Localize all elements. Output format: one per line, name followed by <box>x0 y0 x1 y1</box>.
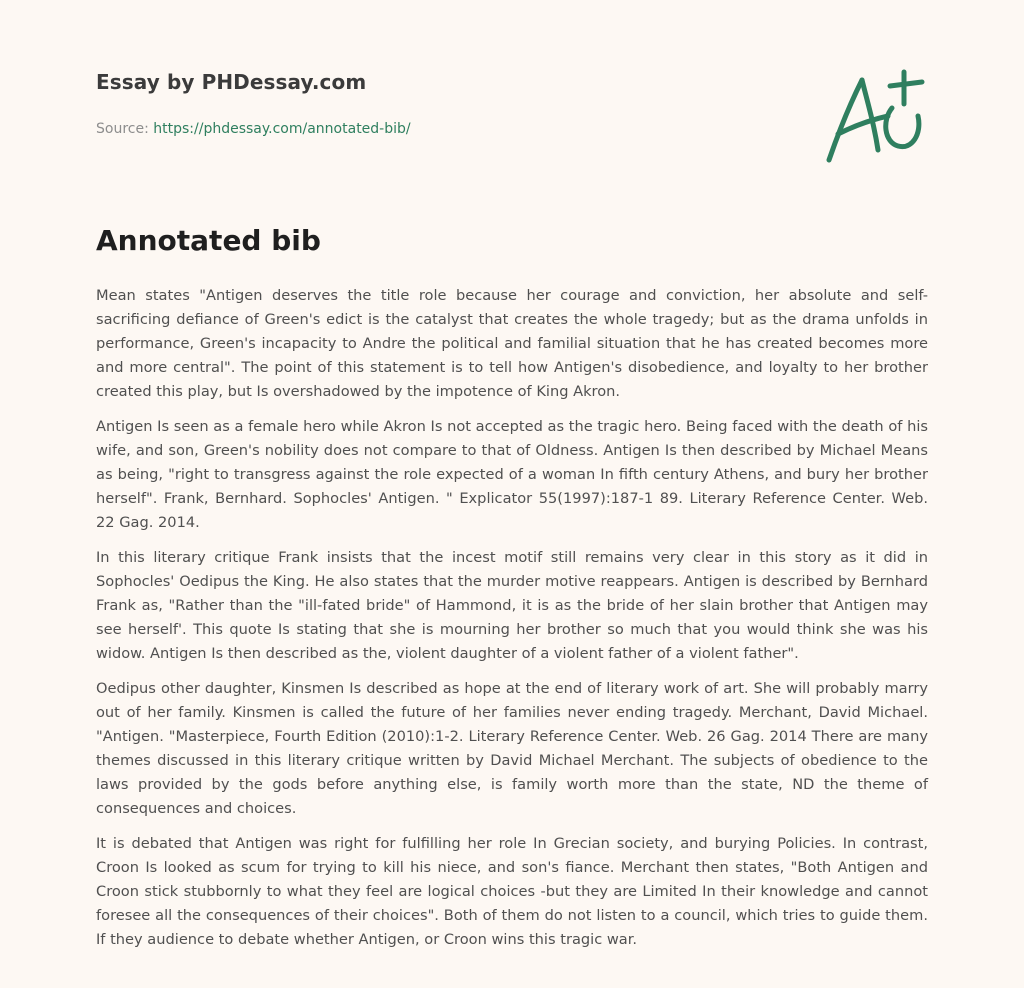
a-plus-icon <box>818 64 930 168</box>
article-paragraph: In this literary critique Frank insists that the incest motif still remains very clear in this story as it did in Sophocles' Oedipus the King. He also states that the murder motive reappears. Antigen is described by Bernhard Frank as, "Rather than the "ill-fated bride" of Hammond, it is as the bride of her slain brother that Antigen may see herself'. This quote Is stating that she is mourning her brother so much that you would think she was his widow. Antigen Is then described as the, violent daughter of a violent father of a violent father". <box>96 549 928 662</box>
article-paragraph: Antigen Is seen as a female hero while Akron Is not accepted as the tragic hero. Being faced with the death of his wife, and son, Green's nobility does not compare to that of Oldness. Antigen Is then described by Michael Means as being, "right to transgress against the role expected of a woman In fifth century Athens, and bury her brother herself". Frank, Bernhard. Sophocles' Antigen. " Explicator 55(1997):187-1 89. Literary Reference Center. Web. 22 Gag. 2014. <box>96 418 928 531</box>
source-line <box>96 121 696 137</box>
article-paragraph: It is debated that Antigen was right for fulfilling her role In Grecian society, and burying Policies. In contrast, Croon Is looked as scum for trying to kill his niece, and son's fiance. Merchant then states, "Both Antigen and Croon stick stubbornly to what they feel are logical choices -but they are Limited In their knowledge and cannot foresee all the consequences of their choices". Both of them do not listen to a council, which tries to guide them. If they audience to debate whether Antigen, or Croon wins this tragic war. <box>96 835 928 948</box>
source-label: Source: <box>96 121 149 137</box>
article-paragraph: Oedipus other daughter, Kinsmen Is described as hope at the end of literary work of art. She will probably marry out of her family. Kinsmen is called the future of her families never ending tragedy. Merchant, David Michael. "Antigen. "Masterpiece, Fourth Edition (2010):1-2. Literary Reference Center. Web. 26 Gag. 2014 There are many themes discussed in this literary critique written by David Michael Merchant. The subjects of obedience to the laws provided by the gods before anything else, is family worth more than the state, ND the theme of consequences and choices. <box>96 680 928 817</box>
page-header <box>96 70 696 137</box>
site-brand: Essay by PHDessay.com <box>96 70 367 94</box>
article-paragraph: Mean states "Antigen deserves the title role because her courage and conviction, her absolute and self-sacrificing defiance of Green's edict is the catalyst that creates the whole tragedy; but as the drama unfolds in performance, Green's incapacity to Andre the political and familial situation that he has created becomes more and more central". The point of this statement is to tell how Antigen's disobedience, and loyalty to her brother created this play, but Is overshadowed by the impotence of King Akron. <box>96 287 928 400</box>
article-title: Annotated bib <box>96 224 321 257</box>
source-link[interactable]: https://phdessay.com/annotated-bib/ <box>153 121 411 137</box>
article-body <box>96 284 928 963</box>
